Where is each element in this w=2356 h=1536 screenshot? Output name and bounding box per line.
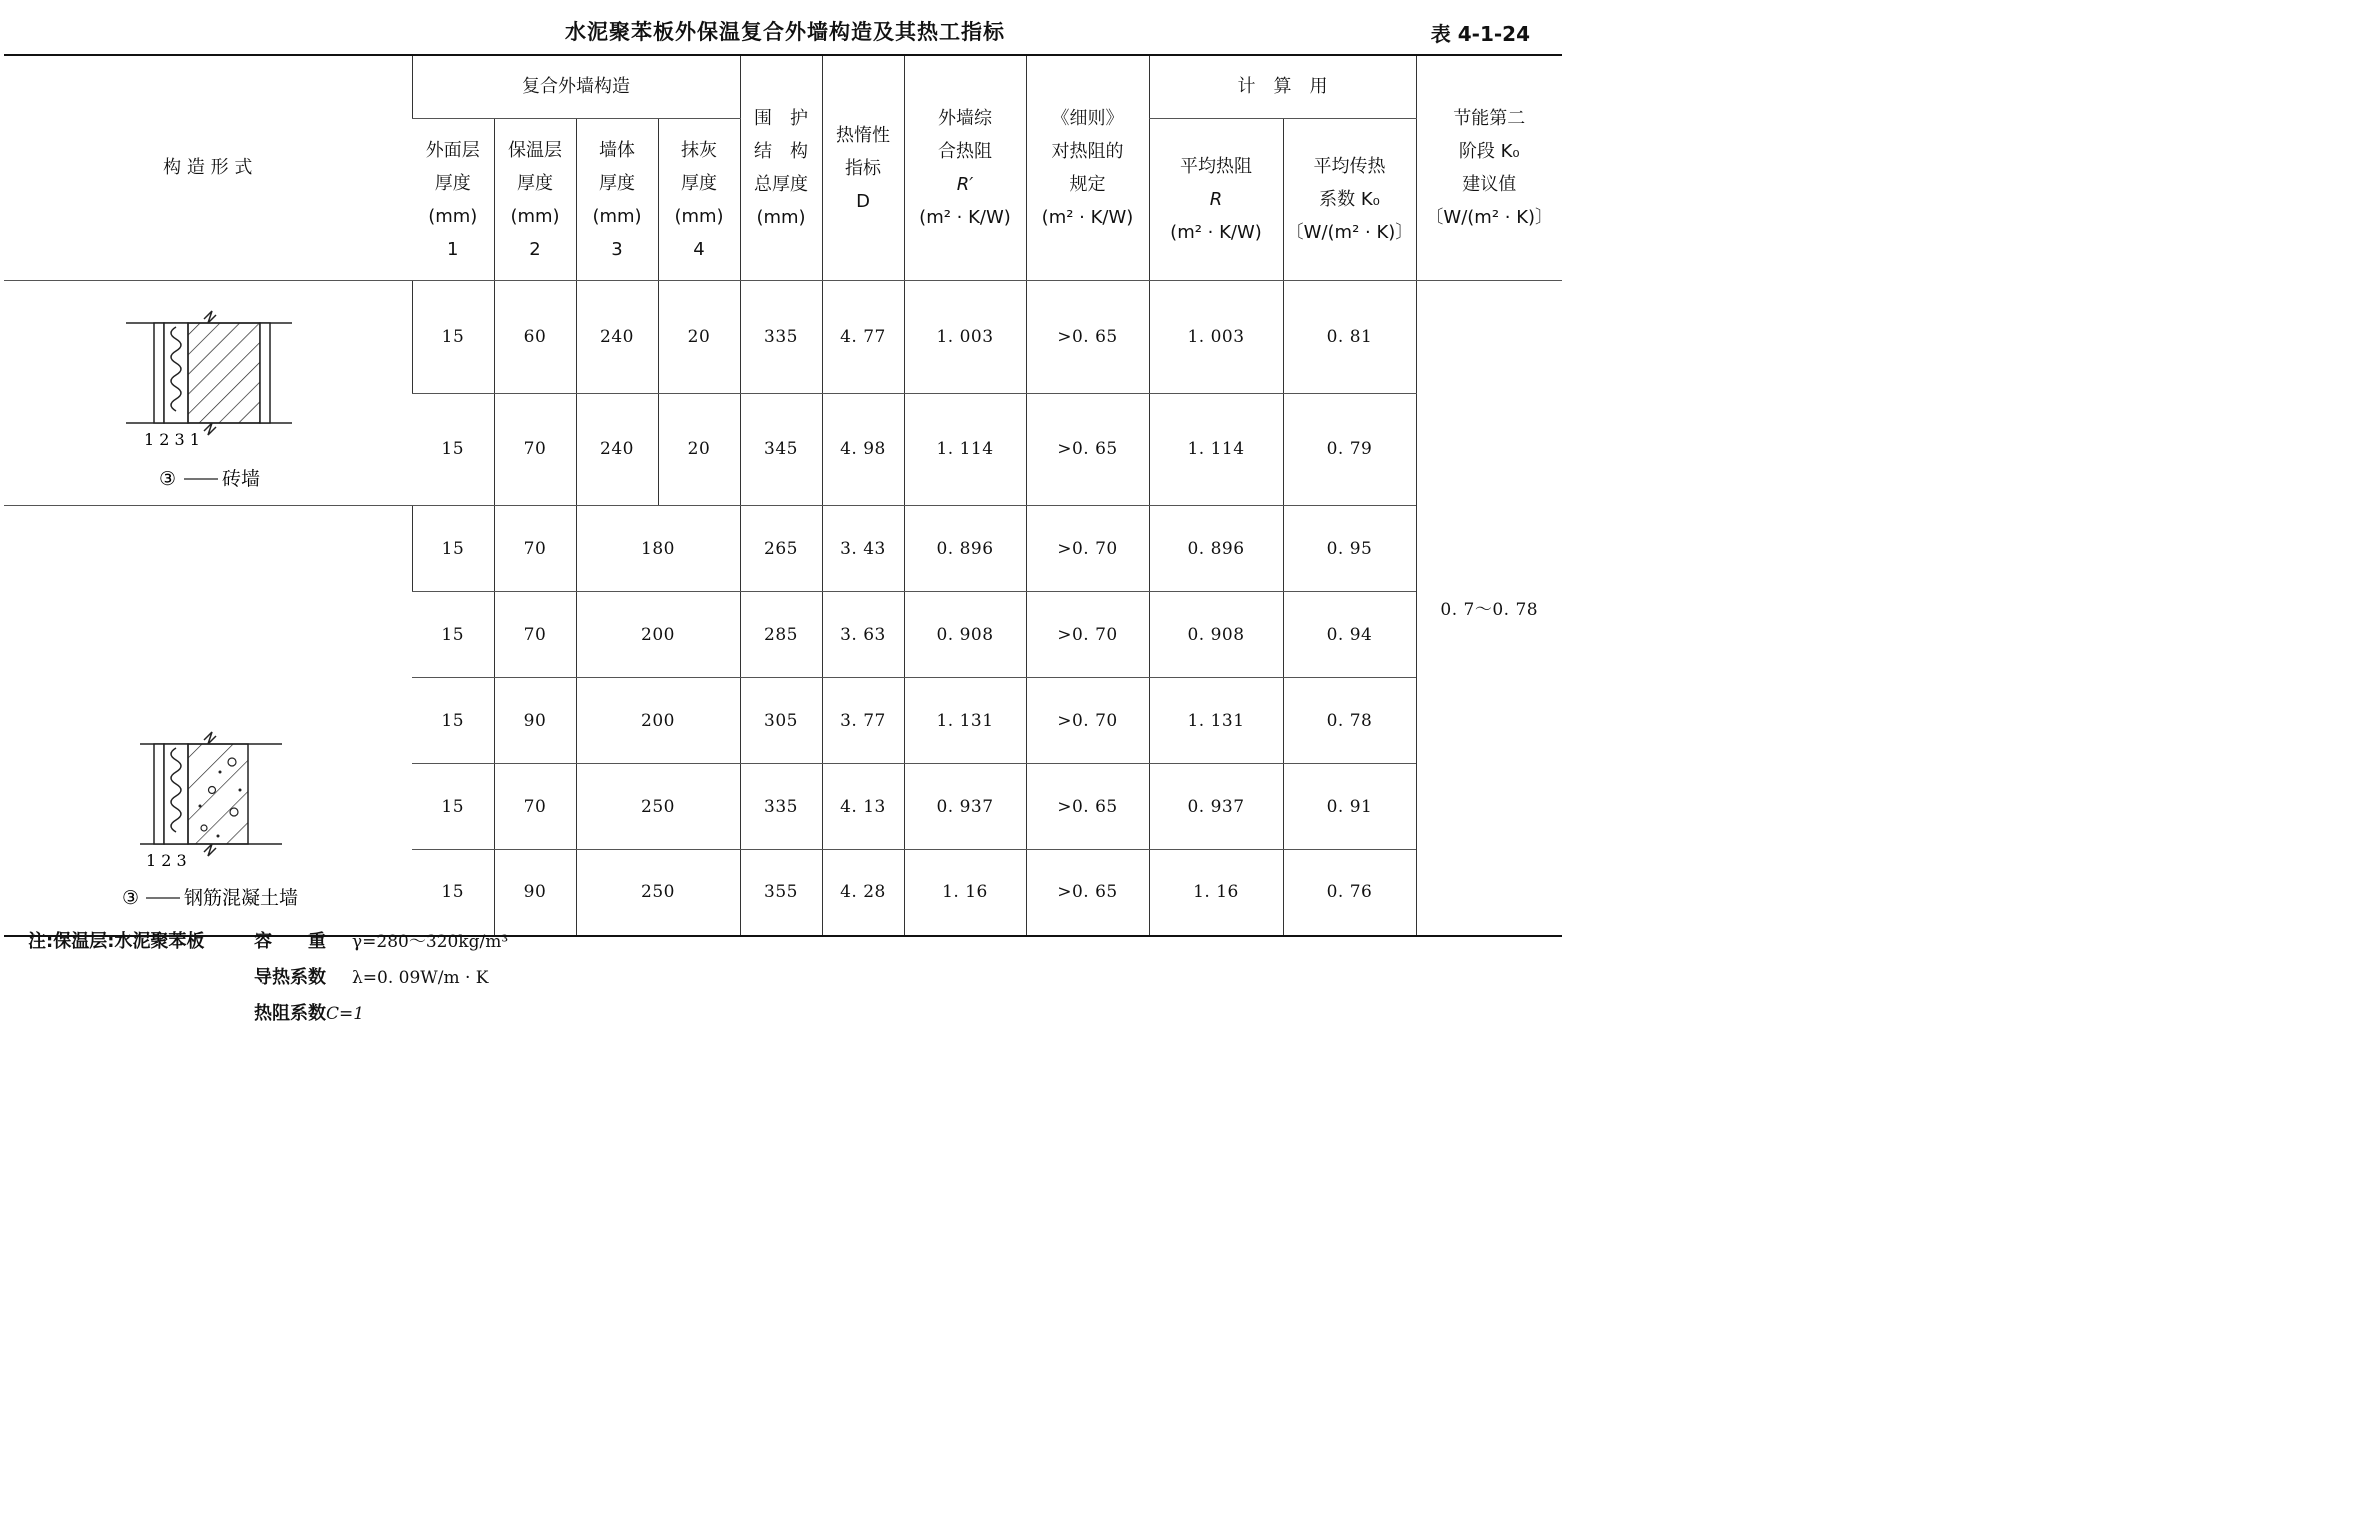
thermal-table: [4, 54, 1562, 937]
cell-c1: 15: [412, 678, 494, 764]
cell-avg-r: 1. 114: [1149, 393, 1283, 506]
cell-k: 0. 76: [1283, 850, 1416, 936]
table-title: 水泥聚苯板外保温复合外墙构造及其热工指标: [565, 20, 1005, 44]
cell-c3: 250: [576, 764, 740, 850]
cell-total: 355: [740, 850, 822, 936]
cell-avg-r: 0. 908: [1149, 592, 1283, 678]
header-inertia: 热惰性 指标 D: [822, 55, 904, 281]
cell-d: 4. 77: [822, 281, 904, 394]
cell-c2: 60: [494, 281, 576, 394]
cell-r: 0. 937: [904, 764, 1026, 850]
cell-d: 3. 77: [822, 678, 904, 764]
concrete-diagram-numbers: 1 2 3: [146, 851, 187, 871]
cell-rule: >0. 70: [1026, 506, 1149, 592]
note-prefix: 注:保温层:水泥聚苯板: [28, 931, 205, 952]
cell-total: 345: [740, 393, 822, 506]
header-total-thickness: 围 护 结 构 总厚度 (mm): [740, 55, 822, 281]
note-conductivity-label: 导热系数: [254, 967, 326, 988]
table-number: 表 4-1-24: [1430, 22, 1530, 46]
concrete-wall-diagram-cell: [4, 506, 412, 936]
header-calc: 计 算 用: [1149, 55, 1416, 119]
table-row: [4, 506, 1562, 592]
cell-c2: 70: [494, 393, 576, 506]
cell-rule: >0. 65: [1026, 281, 1149, 394]
cell-rule: >0. 70: [1026, 678, 1149, 764]
concrete-caption: 钢筋混凝土墙: [184, 887, 299, 910]
cell-k: 0. 94: [1283, 592, 1416, 678]
note-density-value: γ=280～320kg/m³: [352, 932, 509, 952]
cell-c3: 240: [576, 393, 658, 506]
cell-d: 4. 28: [822, 850, 904, 936]
cell-c3: 240: [576, 281, 658, 394]
cell-c2: 70: [494, 764, 576, 850]
cell-c4: 20: [658, 281, 740, 394]
concrete-wall-diagram: [4, 506, 412, 934]
header-resistance: 外墙综 合热阻 R′ (m² · K/W): [904, 55, 1026, 281]
header-avg-resistance: 平均热阻 R (m² · K/W): [1149, 119, 1283, 281]
cell-d: 4. 98: [822, 393, 904, 506]
cell-r: 1. 114: [904, 393, 1026, 506]
cell-k: 0. 91: [1283, 764, 1416, 850]
cell-avg-r: 1. 16: [1149, 850, 1283, 936]
cell-d: 4. 13: [822, 764, 904, 850]
cell-k: 0. 95: [1283, 506, 1416, 592]
cell-c1: 15: [412, 592, 494, 678]
header-col1: 外面层 厚度 (mm) 1: [412, 119, 494, 281]
brick-diagram-numbers: 1 2 3 1: [144, 430, 200, 449]
cell-r: 1. 16: [904, 850, 1026, 936]
cell-r: 1. 131: [904, 678, 1026, 764]
cell-avg-r: 1. 131: [1149, 678, 1283, 764]
cell-rule: >0. 65: [1026, 850, 1149, 936]
header-rule: 《细则》 对热阻的 规定 (m² · K/W): [1026, 55, 1149, 281]
note-conductivity-value: λ=0. 09W/m · K: [352, 968, 489, 988]
cell-c1: 15: [412, 764, 494, 850]
cell-c3: 200: [576, 592, 740, 678]
cell-c3: 250: [576, 850, 740, 936]
cell-avg-r: 0. 937: [1149, 764, 1283, 850]
cell-total: 285: [740, 592, 822, 678]
cell-c1: 15: [412, 506, 494, 592]
cell-c1: 15: [412, 281, 494, 394]
table-row: [4, 281, 1562, 394]
cell-total: 335: [740, 764, 822, 850]
header-col3: 墙体 厚度 (mm) 3: [576, 119, 658, 281]
brick-wall-diagram: [4, 281, 412, 505]
cell-k: 0. 81: [1283, 281, 1416, 394]
concrete-caption-num: ③: [122, 887, 140, 910]
header-composite: 复合外墙构造: [412, 55, 740, 119]
cell-avg-r: 0. 896: [1149, 506, 1283, 592]
table-note: [28, 924, 508, 1032]
cell-r: 0. 896: [904, 506, 1026, 592]
cell-c1: 15: [412, 393, 494, 506]
cell-k: 0. 78: [1283, 678, 1416, 764]
cell-c2: 90: [494, 850, 576, 936]
header-form: 构 造 形 式: [4, 55, 412, 281]
brick-wall-diagram-cell: [4, 281, 412, 506]
cell-d: 3. 43: [822, 506, 904, 592]
header-col4: 抹灰 厚度 (mm) 4: [658, 119, 740, 281]
cell-r: 0. 908: [904, 592, 1026, 678]
cell-k: 0. 79: [1283, 393, 1416, 506]
header-col2: 保温层 厚度 (mm) 2: [494, 119, 576, 281]
cell-r: 1. 003: [904, 281, 1026, 394]
cell-c1: 15: [412, 850, 494, 936]
note-resist-value: C=1: [326, 1004, 365, 1024]
note-resist-label: 热阻系数: [254, 1003, 326, 1024]
cell-d: 3. 63: [822, 592, 904, 678]
cell-c4: 20: [658, 393, 740, 506]
cell-rule: >0. 65: [1026, 764, 1149, 850]
note-density-label: 容 重: [254, 931, 326, 952]
cell-total: 335: [740, 281, 822, 394]
cell-rule: >0. 65: [1026, 393, 1149, 506]
brick-caption: 砖墙: [222, 468, 261, 490]
header-recommended: 节能第二 阶段 K₀ 建议值 〔W/(m² · K)〕: [1416, 55, 1562, 281]
cell-recommended-k0: 0. 7～0. 78: [1416, 281, 1562, 936]
cell-c3: 200: [576, 678, 740, 764]
cell-c2: 70: [494, 592, 576, 678]
cell-c2: 90: [494, 678, 576, 764]
header-avg-k: 平均传热 系数 K₀ 〔W/(m² · K)〕: [1283, 119, 1416, 281]
brick-caption-num: ③: [159, 468, 177, 490]
cell-c2: 70: [494, 506, 576, 592]
cell-total: 265: [740, 506, 822, 592]
cell-total: 305: [740, 678, 822, 764]
cell-c3: 180: [576, 506, 740, 592]
cell-rule: >0. 70: [1026, 592, 1149, 678]
cell-avg-r: 1. 003: [1149, 281, 1283, 394]
